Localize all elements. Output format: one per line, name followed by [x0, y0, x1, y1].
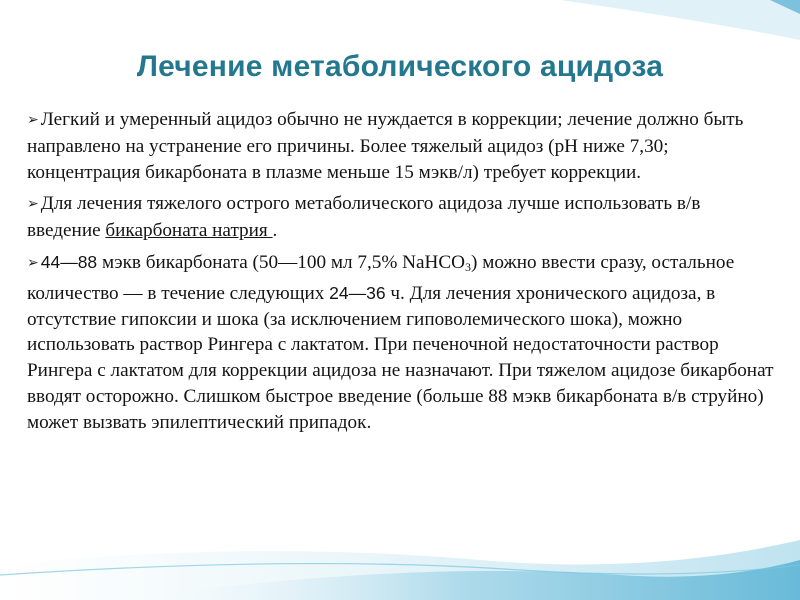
bullet-item-3: [27, 250, 777, 436]
page-title: Лечение метаболического ацидоза: [136, 50, 664, 83]
bullet-text-end: .: [272, 220, 278, 242]
arrow-bullet-icon: ➢: [27, 197, 39, 213]
hours-range: 24—36: [329, 282, 386, 303]
bullet-text: мэкв бикарбоната (50—100 мл 7,5% NaHCO: [97, 251, 466, 273]
arrow-bullet-icon: ➢: [27, 255, 39, 271]
dose-range: 44—88: [40, 251, 98, 272]
bullet-text: Легкий и умеренный ацидоз обычно не нуждается в коррекции; лечение должно быть направлено на устранение его причины. Более тяжелый ацидоз (рН ниже 7,30; концентрация бикарбоната в плазме меньше 15 мэкв/л) требует коррекции.: [27, 109, 744, 183]
bullet-item-2: [27, 191, 777, 244]
formula-subscript: 3: [465, 259, 472, 274]
bullet-text: ч. Для лечения хронического ацидоза, в отсутствие гипоксии и шока (за исключением гиповолемического шока), можно использовать раствор Рингера с лактатом. При печеночной недостаточности раствор Рингера с лактатом для коррекции ацидоза не назначают. При тяжелом ацидозе бикарбонат вводят осторожно. Слишком быстрое введение (больше 88 мэкв бикарбоната в/в струйно) может вызвать эпилептический припадок.: [27, 282, 774, 433]
sodium-bicarbonate-link[interactable]: бикарбоната натрия: [105, 220, 273, 242]
bullet-item-1: [27, 107, 777, 185]
arrow-bullet-icon: ➢: [27, 113, 39, 128]
bullet-text: Для лечения тяжелого острого метаболического ацидоза лучше использовать в/в введение: [27, 193, 701, 242]
slide-body: [27, 107, 777, 442]
bullet-text: ) можно ввести сразу, остальное количество — в течение следующих: [27, 251, 735, 304]
